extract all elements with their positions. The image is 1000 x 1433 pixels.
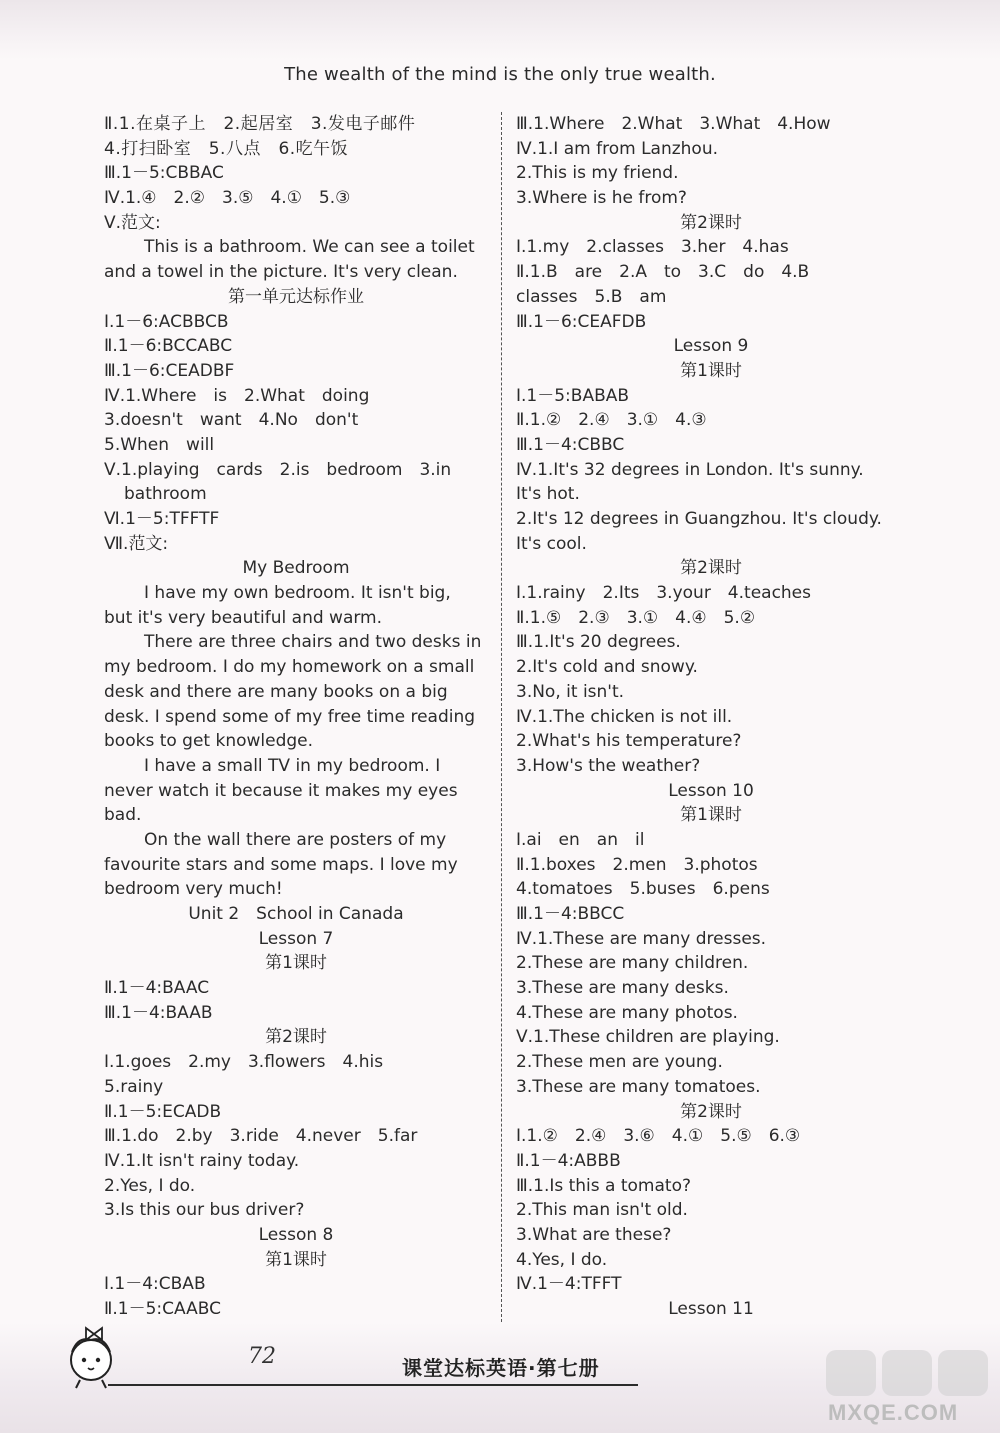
- answer-line: Ⅱ.1－6:BCCABC: [104, 336, 233, 357]
- lesson-heading: Lesson 9: [673, 336, 749, 357]
- answer-line: bathroom: [124, 484, 207, 505]
- answer-line: Ⅳ.1－4:TFFT: [516, 1274, 622, 1295]
- book-title: 课堂达标英语·第七册: [402, 1356, 600, 1380]
- answer-line: Ⅳ.1.I am from Lanzhou.: [516, 138, 719, 159]
- answer-line: Ⅳ.1.It isn't rainy today.: [104, 1150, 300, 1171]
- answer-line: 3.No, it isn't.: [516, 681, 625, 702]
- answer-line: 2.What's his temperature?: [516, 731, 742, 752]
- answer-line: Ⅲ.1.It's 20 degrees.: [516, 632, 681, 653]
- page-motto: The wealth of the mind is the only true wealth.: [284, 64, 716, 85]
- period-heading: 第1课时: [265, 953, 327, 974]
- answer-line: 2.These men are young.: [516, 1052, 723, 1073]
- answer-line: 3.What are these?: [516, 1224, 672, 1245]
- answer-line: Ⅲ.1－5:CBBAC: [104, 163, 224, 184]
- essay-line: This is a bathroom. We can see a toilet: [144, 237, 475, 258]
- lesson-heading: Lesson 7: [258, 928, 334, 949]
- answer-line: Ⅰ.1－4:CBAB: [104, 1274, 206, 1295]
- answer-line: Ⅱ.1－5:CAABC: [104, 1299, 221, 1319]
- answer-line: Ⅲ.1.Where 2.What 3.What 4.How: [516, 114, 831, 134]
- period-heading: 第1课时: [680, 360, 742, 381]
- answer-line: Ⅱ.1.在桌子上 2.起居室 3.发电子邮件: [104, 114, 416, 134]
- answer-line: Ⅲ.1.Is this a tomato?: [516, 1175, 691, 1196]
- answer-line: 5.When will: [104, 434, 215, 455]
- essay-line: I have my own bedroom. It isn't big,: [144, 583, 451, 604]
- answer-line: Ⅶ.范文:: [104, 533, 169, 554]
- answer-line: classes 5.B am: [516, 286, 667, 307]
- answer-line: 3.How's the weather?: [516, 755, 701, 776]
- period-heading: 第1课时: [680, 805, 742, 826]
- answer-line: Ⅴ.范文:: [104, 212, 161, 233]
- answer-line: 2.It's 12 degrees in Guangzhou. It's cloudy.: [516, 509, 882, 529]
- answer-line: Ⅴ.1.These children are playing.: [516, 1027, 780, 1048]
- answer-line: 4.打扫卧室 5.八点 6.吃午饭: [104, 138, 349, 159]
- period-heading: 第2课时: [680, 1101, 742, 1122]
- answer-line: 4.Yes, I do.: [516, 1249, 608, 1270]
- essay-line: bedroom very much!: [104, 879, 283, 900]
- answer-line: 2.Yes, I do.: [104, 1175, 196, 1196]
- answer-line: It's cool.: [516, 533, 587, 554]
- essay-line: books to get knowledge.: [104, 731, 314, 752]
- page-top-band: [0, 0, 1000, 60]
- answer-line: Ⅱ.1.B are 2.A to 3.C do 4.B: [516, 262, 810, 283]
- period-heading: 第2课时: [265, 1027, 327, 1048]
- unit-heading: Unit 2 School in Canada: [188, 904, 404, 924]
- essay-line: favourite stars and some maps. I love my: [104, 854, 458, 875]
- answer-line: Ⅲ.1－4:BAAB: [104, 1002, 213, 1023]
- essay-line: desk. I spend some of my free time reading: [104, 706, 476, 727]
- essay-line: I have a small TV in my bedroom. I: [144, 755, 441, 776]
- answer-line: 2.These are many children.: [516, 953, 749, 974]
- answer-line: Ⅲ.1.do 2.by 3.ride 4.never 5.far: [104, 1126, 418, 1147]
- answer-line: Ⅱ.1－4:BAAC: [104, 978, 210, 999]
- answer-line: Ⅲ.1－6:CEADBF: [104, 360, 235, 381]
- answer-line: Ⅱ.1.② 2.④ 3.① 4.③: [516, 410, 707, 431]
- left-column: [104, 112, 488, 1322]
- answer-line: 3.doesn't want 4.No don't: [104, 410, 359, 431]
- answer-line: Ⅳ.1.These are many dresses.: [516, 928, 767, 949]
- column-divider: [501, 112, 502, 1322]
- section-heading: 第一单元达标作业: [228, 286, 364, 307]
- cartoon-girl-icon: [58, 1322, 128, 1392]
- answer-line: Ⅰ.1－6:ACBBCB: [104, 311, 229, 332]
- answer-line: 3.These are many desks.: [516, 978, 729, 999]
- page-number: 72: [248, 1344, 276, 1369]
- answer-line: 2.It's cold and snowy.: [516, 657, 698, 678]
- essay-title: My Bedroom: [242, 558, 350, 579]
- essay-line: my bedroom. I do my homework on a small: [104, 657, 475, 678]
- answer-line: Ⅰ.1－5:BABAB: [516, 385, 630, 406]
- answer-line: Ⅲ.1－4:BBCC: [516, 904, 625, 924]
- answer-line: Ⅰ.1.my 2.classes 3.her 4.has: [516, 237, 789, 258]
- answer-line: Ⅴ.1.playing cards 2.is bedroom 3.in: [104, 459, 452, 480]
- footer-rule: [108, 1384, 638, 1386]
- answer-line: 3.Where is he from?: [516, 188, 687, 209]
- answer-line: 3.Is this our bus driver?: [104, 1200, 305, 1221]
- answer-line: Ⅱ.1.boxes 2.men 3.photos: [516, 854, 758, 875]
- answer-line: Ⅳ.1.Where is 2.What doing: [104, 385, 370, 406]
- answer-line: 2.This is my friend.: [516, 163, 679, 184]
- right-column: [516, 112, 906, 1322]
- essay-line: never watch it because it makes my eyes: [104, 780, 458, 801]
- answer-line: Ⅲ.1－6:CEAFDB: [516, 311, 647, 332]
- lesson-heading: Lesson 10: [668, 780, 754, 801]
- answer-line: Ⅰ.1.goes 2.my 3.flowers 4.his: [104, 1052, 384, 1073]
- answer-line: Ⅳ.1.④ 2.② 3.⑤ 4.① 5.③: [104, 188, 351, 209]
- essay-line: There are three chairs and two desks in: [144, 632, 482, 653]
- essay-line: but it's very beautiful and warm.: [104, 607, 383, 628]
- lesson-heading: Lesson 8: [258, 1224, 334, 1245]
- answer-line: 4.tomatoes 5.buses 6.pens: [516, 879, 770, 900]
- answer-line: Ⅰ.1.rainy 2.Its 3.your 4.teaches: [516, 583, 812, 604]
- essay-line: desk and there are many books on a big: [104, 681, 448, 702]
- answer-line: Ⅱ.1－5:ECADB: [104, 1101, 222, 1122]
- answer-line: Ⅲ.1－4:CBBC: [516, 434, 625, 455]
- answer-line: Ⅳ.1.The chicken is not ill.: [516, 706, 733, 727]
- answer-line: 4.These are many photos.: [516, 1002, 738, 1023]
- answer-line: 3.These are many tomatoes.: [516, 1076, 761, 1097]
- watermark-text: MXQE.COM: [828, 1400, 959, 1425]
- lesson-heading: Lesson 11: [668, 1299, 754, 1319]
- answer-line: 5.rainy: [104, 1076, 164, 1097]
- essay-line: On the wall there are posters of my: [144, 829, 447, 850]
- essay-line: and a towel in the picture. It's very clean.: [104, 262, 458, 283]
- answer-line: Ⅵ.1－5:TFFTF: [104, 509, 220, 529]
- answer-line: Ⅰ.ai en an il: [516, 829, 645, 850]
- essay-line: bad.: [104, 805, 142, 826]
- answer-line: 2.This man isn't old.: [516, 1200, 688, 1221]
- answer-line: It's hot.: [516, 484, 580, 505]
- answer-line: Ⅰ.1.② 2.④ 3.⑥ 4.① 5.⑤ 6.③: [516, 1126, 801, 1147]
- period-heading: 第1课时: [265, 1249, 327, 1270]
- answer-line: Ⅱ.1－4:ABBB: [516, 1150, 621, 1171]
- answer-line: Ⅳ.1.It's 32 degrees in London. It's sunny.: [516, 459, 864, 480]
- period-heading: 第2课时: [680, 212, 742, 233]
- answer-line: Ⅱ.1.⑤ 2.③ 3.① 4.④ 5.②: [516, 607, 756, 628]
- period-heading: 第2课时: [680, 558, 742, 579]
